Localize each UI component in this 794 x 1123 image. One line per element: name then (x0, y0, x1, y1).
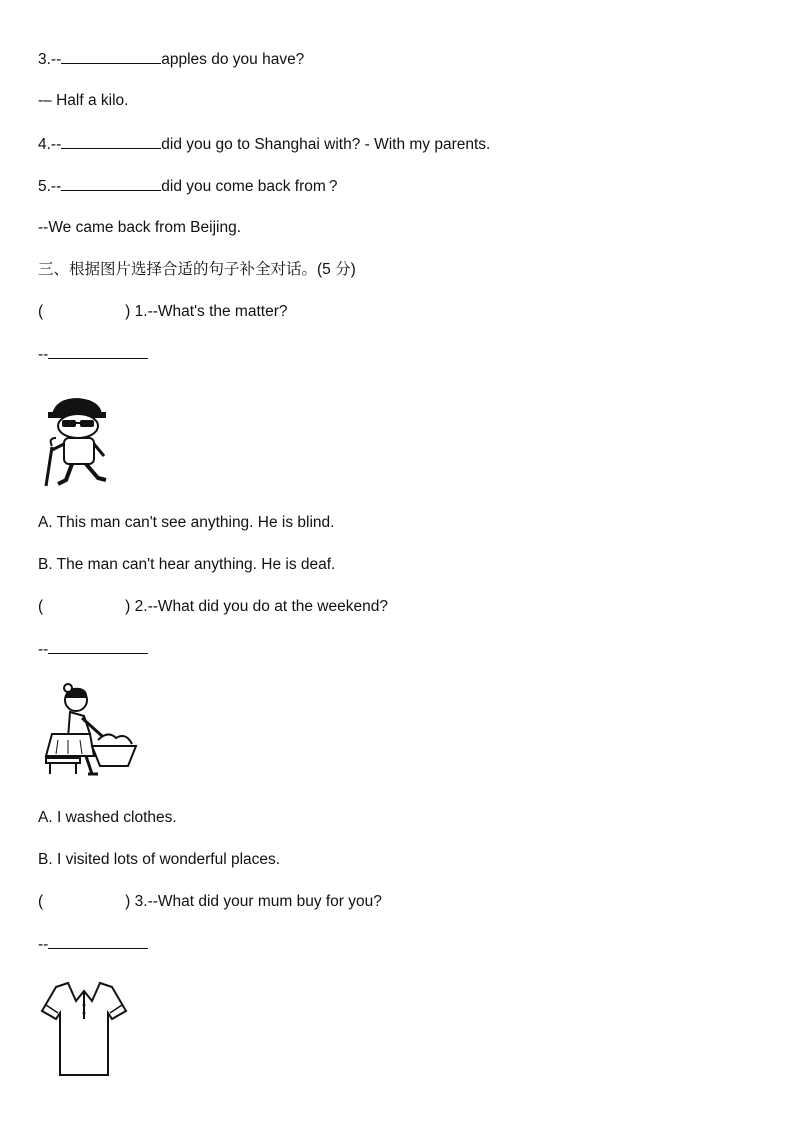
answer-prefix: -- (38, 346, 49, 363)
question-text: ) 1.--What's the matter? (125, 303, 288, 320)
blind-man-with-cane-illustration (38, 392, 118, 488)
answer-blank[interactable] (48, 344, 148, 359)
answer-blank[interactable] (61, 49, 161, 64)
answer-blank[interactable] (61, 176, 161, 191)
dialogue-answer-line (38, 344, 148, 365)
option-b: B. The man can't hear anything. He is deaf. (38, 556, 336, 573)
option-a: A. I washed clothes. (38, 809, 177, 826)
answer-prefix: -- (38, 641, 49, 658)
answer-blank[interactable] (61, 134, 161, 149)
open-paren: ( (38, 893, 44, 910)
answer-blank[interactable] (48, 639, 148, 654)
dialogue-answer-line (38, 639, 148, 660)
question-number: 3.-- (38, 51, 62, 68)
polo-shirt-illustration (38, 975, 130, 1079)
picture-question-1 (38, 302, 287, 322)
answer-prefix: -- (38, 936, 49, 953)
question-text: ) 2.--What did you do at the weekend? (125, 598, 388, 615)
question-text: did you go to Shanghai with? - With my parents. (161, 136, 491, 153)
question-text: ) 3.--What did your mum buy for you? (125, 893, 382, 910)
question-5-answer: --We came back from Beijing. (38, 219, 241, 236)
dialogue-answer-line (38, 934, 148, 955)
section-heading: 三、根据图片选择合适的句子补全对话。(5 分) (38, 261, 356, 278)
open-paren: ( (38, 598, 44, 615)
picture-question-3 (38, 892, 382, 912)
question-text: apples do you have? (161, 51, 305, 68)
open-paren: ( (38, 303, 44, 320)
picture-question-2 (38, 597, 388, 617)
question-5 (38, 176, 338, 197)
question-3-answer: -– Half a kilo. (38, 92, 129, 109)
option-a: A. This man can't see anything. He is blind. (38, 514, 335, 531)
option-b: B. I visited lots of wonderful places. (38, 851, 281, 868)
answer-blank[interactable] (48, 934, 148, 949)
question-text: did you come back from ? (161, 178, 338, 195)
girl-washing-clothes-illustration (38, 680, 138, 780)
question-4 (38, 134, 490, 155)
question-number: 5.-- (38, 178, 62, 195)
question-3 (38, 49, 304, 70)
question-number: 4.-- (38, 136, 62, 153)
